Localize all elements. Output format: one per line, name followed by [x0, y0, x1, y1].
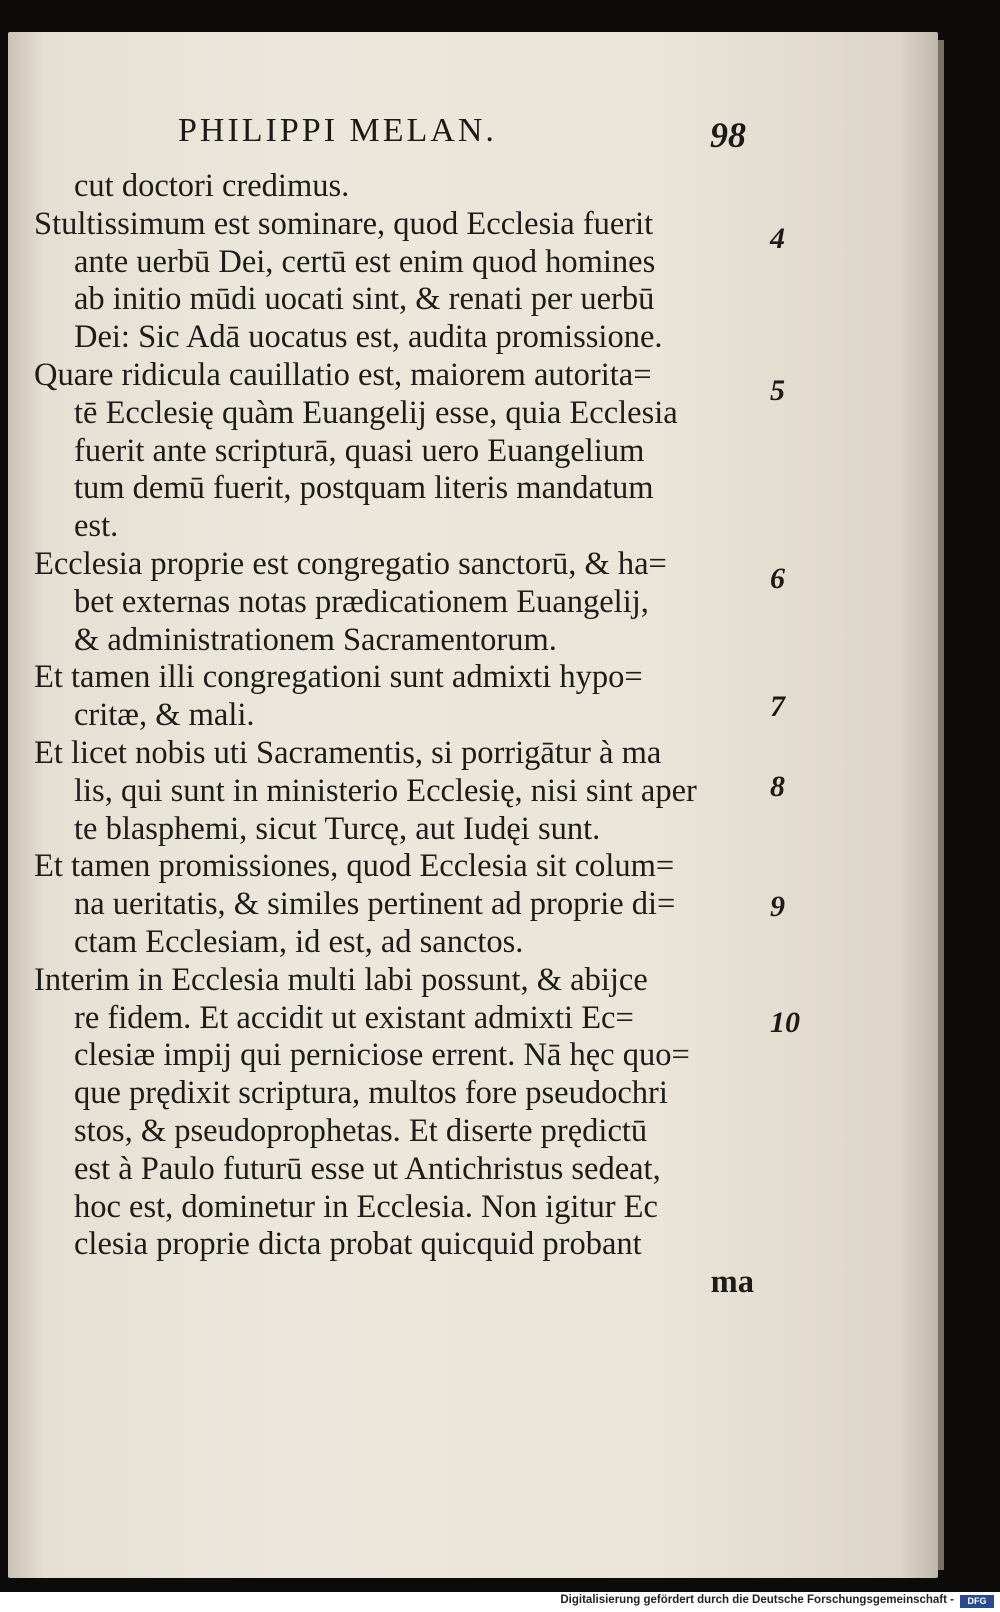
text-line: critæ, & mali.: [74, 697, 255, 734]
text-line: te blasphemi, sicut Turcę, aut Iudęi sunt.: [74, 810, 601, 847]
text-line: & administrationem Sacramentorum.: [74, 621, 557, 658]
margin-number: 8: [770, 770, 785, 803]
dfg-logo-icon: DFG: [960, 1595, 994, 1608]
margin-number: 10: [770, 1006, 800, 1039]
page-edge: [938, 40, 944, 1570]
text-line: Et tamen promissiones, quod Ecclesia sit colum=: [34, 848, 675, 885]
text-line: cut doctori credimus.: [74, 168, 350, 204]
text-line: Ecclesia proprie est congregatio sanctorū, & ha=: [34, 545, 667, 582]
text-line: est à Paulo futurū esse ut Antichristus sedeat,: [74, 1150, 661, 1187]
margin-number: 7: [770, 690, 785, 723]
text-line: Et tamen illi congregationi sunt admixti hypo=: [34, 659, 643, 696]
text-line: Stultissimum est sominare, quod Ecclesia fuerit: [34, 205, 654, 242]
running-title: PHILIPPI MELAN.: [178, 112, 497, 149]
text-line: clesia proprie dicta probat quicquid probant: [74, 1226, 642, 1263]
margin-number: 9: [770, 890, 785, 923]
text-line: re fidem. Et accidit ut existant admixti Ec=: [74, 999, 634, 1036]
text-line: ctam Ecclesiam, id est, ad sanctos.: [74, 923, 524, 960]
folio-number: 98: [710, 115, 746, 155]
text-line: que prędixit scriptura, multos fore pseudochri: [74, 1075, 668, 1112]
text-line: fuerit ante scripturā, quasi uero Euangelium: [74, 432, 645, 469]
margin-number: 6: [770, 562, 785, 595]
margin-number: 5: [770, 374, 785, 407]
body-text: [34, 168, 754, 1302]
text-line: clesiæ impij qui perniciose errent. Nā hęc quo=: [74, 1037, 690, 1074]
catchword: ma: [710, 1264, 754, 1301]
footer-bar: [0, 1592, 1000, 1612]
text-line: stos, & pseudoprophetas. Et diserte prędictū: [74, 1112, 648, 1149]
text-line: Dei: Sic Adā uocatus est, audita promissione.: [74, 319, 663, 356]
text-line: bet externas notas prædicationem Euangelij,: [74, 583, 649, 620]
text-line: lis, qui sunt in ministerio Ecclesię, nisi sint aper: [74, 772, 697, 809]
text-line: hoc est, dominetur in Ecclesia. Non igitur Ec: [74, 1188, 658, 1225]
text-line: est.: [74, 508, 119, 545]
text-line: Interim in Ecclesia multi labi possunt, & abijce: [34, 961, 648, 998]
text-line: Et licet nobis uti Sacramentis, si porrigātur à ma: [34, 734, 662, 771]
footer-credit: Digitalisierung gefördert durch die Deutsche Forschungsgemeinschaft -: [560, 1594, 954, 1606]
text-line: tē Ecclesię quàm Euangelij esse, quia Ecclesia: [74, 394, 678, 431]
margin-number: 4: [770, 222, 785, 255]
text-line: ab initio mūdi uocati sint, & renati per uerbū: [74, 281, 655, 318]
text-line: na ueritatis, & similes pertinent ad proprie di=: [74, 886, 676, 923]
text-line: tum demū fuerit, postquam literis mandatum: [74, 470, 654, 507]
text-line: Quare ridicula cauillatio est, maiorem autorita=: [34, 356, 652, 393]
text-line: ante uerbū Dei, certū est enim quod homines: [74, 243, 656, 280]
